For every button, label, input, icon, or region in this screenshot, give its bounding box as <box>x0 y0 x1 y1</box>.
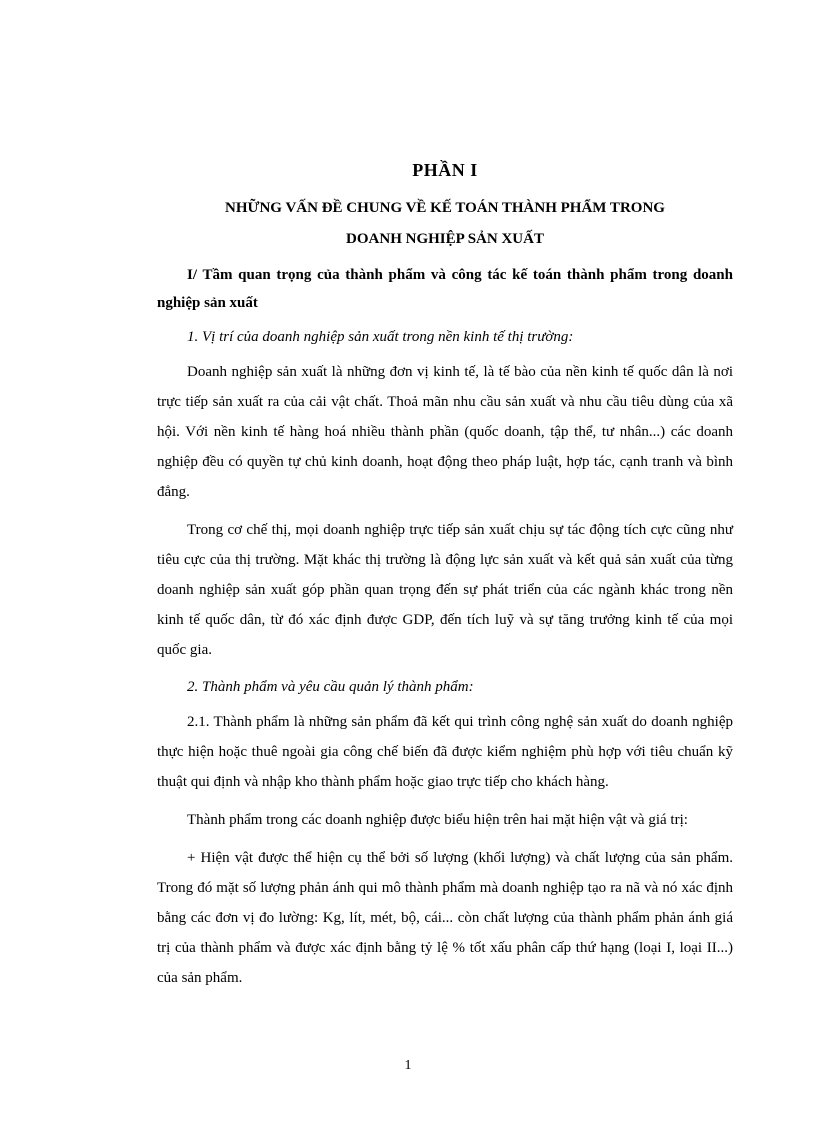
section-heading: I/ Tầm quan trọng của thành phẩm và công tác kế toán thành phẩm trong doanh nghiệp sản xuất <box>157 267 733 311</box>
chapter-title-line-2: DOANH NGHIỆP SẢN XUẤT <box>346 231 544 247</box>
paragraph-5: + Hiện vật được thể hiện cụ thể bởi số lượng (khối lượng) và chất lượng của sản phẩm. Trong đó mặt số lượng phản ánh qui mô thành phẩm mà doanh nghiệp tạo ra nã và nó xác định bằng các đơn vị đo lường: Kg, lít, mét, bộ, cái... còn chất lượng của thành phẩm phản ánh giá trị của thành phẩm và được xác định bằng tỷ lệ % tốt xấu phân cấp thứ hạng (loại I, loại II...) của sản phẩm. <box>157 850 733 986</box>
chapter-title-line-1: NHỮNG VẤN ĐỀ CHUNG VỀ KẾ TOÁN THÀNH PHẨM TRONG <box>225 200 665 216</box>
part-title: PHẦN I <box>412 160 478 180</box>
paragraph-4: Thành phẩm trong các doanh nghiệp được biểu hiện trên hai mặt hiện vật và giá trị: <box>187 812 688 828</box>
paragraph-1: Doanh nghiệp sản xuất là những đơn vị kinh tế, là tế bào của nền kinh tế quốc dân là nơi trực tiếp sản xuất ra của cải vật chất. Thoả mãn nhu cầu sản xuất và nhu cầu tiêu dùng của xã hội. Với nền kinh tế hàng hoá nhiều thành phần (quốc doanh, tập thể, tư nhân...) các doanh nghiệp đều có quyền tự chủ kinh doanh, hoạt động theo pháp luật, hợp tác, cạnh tranh và bình đẳng. <box>157 364 733 500</box>
chapter-title <box>157 193 733 255</box>
subheading-1: 1. Vị trí của doanh nghiệp sản xuất trong nền kinh tế thị trường: <box>187 329 574 345</box>
paragraph-3: 2.1. Thành phẩm là những sản phẩm đã kết qui trình công nghệ sản xuất do doanh nghiệp thực hiện hoặc thuê ngoài gia công chế biến đã được kiểm nghiệm phù hợp với tiêu chuẩn kỹ thuật qui định và nhập kho thành phẩm hoặc giao trực tiếp cho khách hàng. <box>157 714 733 790</box>
subheading-2: 2. Thành phẩm và yêu cầu quản lý thành phẩm: <box>187 679 474 695</box>
page-number: 1 <box>404 1058 412 1073</box>
paragraph-2: Trong cơ chế thị, mọi doanh nghiệp trực tiếp sản xuất chịu sự tác động tích cực cũng như tiêu cực của thị trường. Mặt khác thị trường là động lực sản xuất và kết quả sản xuất của từng doanh nghiệp sản xuất góp phần quan trọng đến sự phát triển của các ngành khác trong nền kinh tế quốc dân, từ đó xác định được GDP, đến tích luỹ và sự tăng trưởng kinh tế của mọi quốc gia. <box>157 522 733 658</box>
document-page <box>157 160 733 1001</box>
